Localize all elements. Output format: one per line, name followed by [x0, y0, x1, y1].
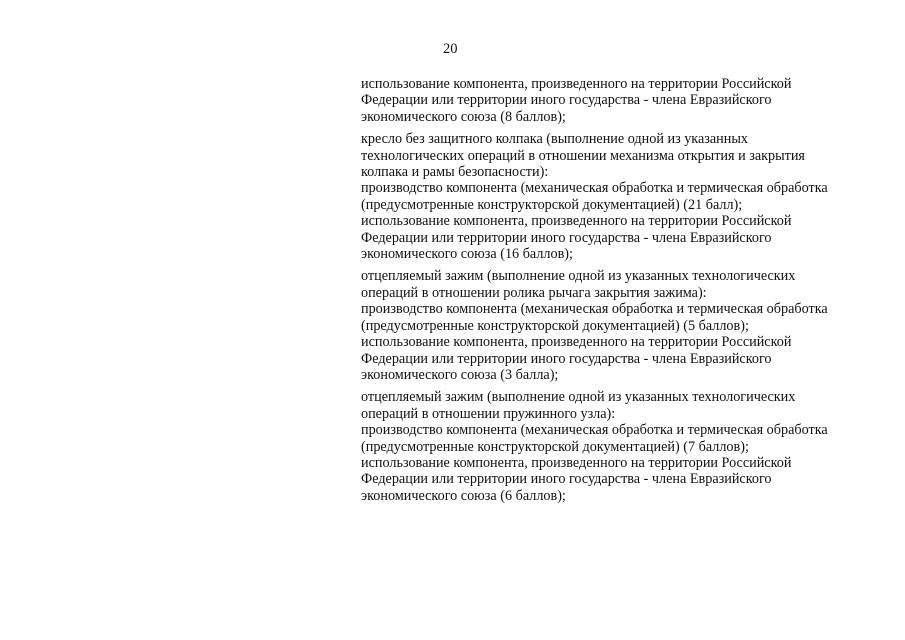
text-line: (предусмотренные конструкторской документацией) (7 баллов); — [361, 438, 749, 455]
text-line: Федерации или территории иного государства - члена Евразийского — [361, 229, 772, 246]
text-line: кресло без защитного колпака (выполнение одной из указанных — [361, 131, 748, 148]
text-line: технологических операций в отношении механизма открытия и закрытия — [361, 147, 805, 164]
text-line: отцепляемый зажим (выполнение одной из указанных технологических — [361, 389, 796, 406]
text-line: операций в отношении ролика рычага закрытия зажима): — [361, 284, 707, 301]
text-line: (предусмотренные конструкторской документацией) (21 балл); — [361, 196, 743, 213]
text-line: Федерации или территории иного государства - члена Евразийского — [361, 471, 772, 488]
text-line: Федерации или территории иного государства - члена Евразийского — [361, 350, 772, 367]
text-line: экономического союза (16 баллов); — [361, 246, 573, 263]
paragraph — [361, 268, 881, 383]
text-line: использование компонента, произведенного на территории Российской — [361, 213, 792, 230]
text-line: экономического союза (8 баллов); — [361, 108, 566, 125]
text-line: использование компонента, произведенного на территории Российской — [361, 334, 792, 351]
text-line: отцепляемый зажим (выполнение одной из указанных технологических — [361, 268, 796, 285]
text-line: производство компонента (механическая обработка и термическая обработка — [361, 301, 828, 318]
text-line: использование компонента, произведенного на территории Российской — [361, 76, 792, 92]
text-line: экономического союза (3 балла); — [361, 366, 559, 383]
text-line: производство компонента (механическая обработка и термическая обработка — [361, 180, 828, 197]
text-line: производство компонента (механическая обработка и термическая обработка — [361, 422, 828, 439]
text-line: экономического союза (6 баллов); — [361, 487, 566, 504]
paragraph — [361, 131, 881, 262]
text-line: Федерации или территории иного государства - члена Евразийского — [361, 92, 772, 109]
text-line: колпака и рамы безопасности): — [361, 164, 549, 181]
page-number: 20 — [443, 41, 458, 57]
document-body — [361, 76, 881, 510]
text-line: (предусмотренные конструкторской документацией) (5 баллов); — [361, 317, 749, 334]
text-line: использование компонента, произведенного на территории Российской — [361, 454, 792, 471]
text-line: операций в отношении пружинного узла): — [361, 405, 616, 422]
paragraph — [361, 389, 881, 504]
paragraph — [361, 76, 881, 125]
